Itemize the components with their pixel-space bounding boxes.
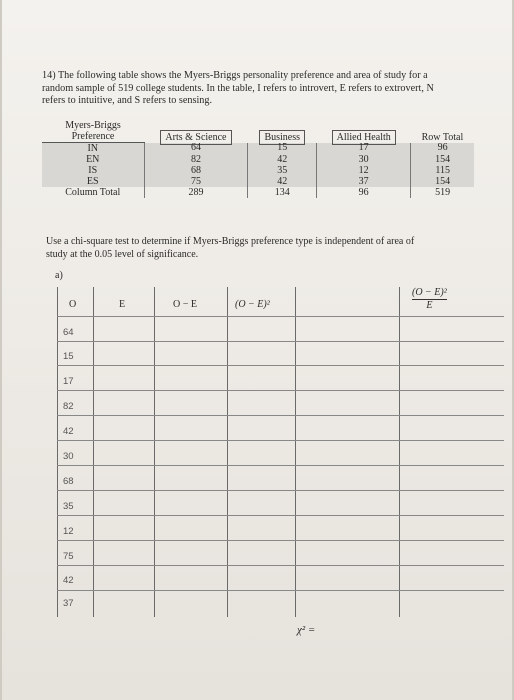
question-text bbox=[42, 70, 482, 108]
table-cell: 96 bbox=[317, 187, 411, 198]
table-cell: 35 bbox=[248, 165, 317, 176]
row-label: IN bbox=[42, 143, 144, 155]
grid-line bbox=[57, 316, 504, 317]
table-cell: 68 bbox=[144, 165, 248, 176]
table-row bbox=[42, 176, 474, 187]
grid-line bbox=[57, 465, 504, 466]
worksheet-paper bbox=[2, 0, 512, 700]
part-label: a) bbox=[55, 270, 63, 281]
task-text bbox=[46, 236, 476, 261]
question-line-1: 14) The following table shows the Myers-Briggs personality preference and area of study for a bbox=[42, 70, 428, 81]
table-cell: 30 bbox=[317, 154, 411, 165]
table-cell: 37 bbox=[317, 176, 411, 187]
grid-line bbox=[295, 287, 296, 617]
grid-line bbox=[93, 287, 94, 617]
observed-value: 64 bbox=[63, 327, 74, 338]
contingency-table bbox=[42, 120, 474, 198]
table-cell: 82 bbox=[144, 154, 248, 165]
row-label: EN bbox=[42, 154, 144, 165]
grid-line bbox=[57, 565, 504, 566]
grid-line bbox=[154, 287, 155, 617]
table-cell: 154 bbox=[411, 154, 474, 165]
table-cell: 289 bbox=[144, 187, 248, 198]
grid-line bbox=[57, 287, 58, 617]
header-squared: (O − E)² bbox=[235, 299, 270, 310]
grid-line bbox=[57, 415, 504, 416]
total-row bbox=[42, 187, 474, 198]
corner-header: Myers-Briggs Preference bbox=[42, 120, 144, 143]
table-cell: 75 bbox=[144, 176, 248, 187]
observed-value: 68 bbox=[63, 476, 74, 487]
table-cell: 96 bbox=[411, 143, 474, 155]
grid-line bbox=[57, 390, 504, 391]
row-label: ES bbox=[42, 176, 144, 187]
chi-square-label: χ² = bbox=[297, 624, 316, 636]
col-header-arts: Arts & Science bbox=[144, 120, 248, 143]
fraction-numerator: (O − E)² bbox=[412, 287, 447, 298]
task-line-1: Use a chi-square test to determine if Myers-Briggs preference type is independent of area of bbox=[46, 236, 415, 247]
grid-line bbox=[57, 590, 504, 591]
grid-line bbox=[57, 490, 504, 491]
table-row bbox=[42, 165, 474, 176]
grid-line bbox=[57, 440, 504, 441]
table-row bbox=[42, 154, 474, 165]
table-cell: 15 bbox=[248, 143, 317, 155]
col-header-business: Business bbox=[248, 120, 317, 143]
row-label: Column Total bbox=[65, 186, 121, 198]
table-cell: 519 bbox=[411, 187, 474, 198]
grid-line bbox=[57, 515, 504, 516]
question-line-3: refers to intuitive, and S refers to sensing. bbox=[42, 95, 213, 107]
table-cell: 154 bbox=[411, 176, 474, 187]
grid-line bbox=[399, 287, 400, 617]
observed-value: 82 bbox=[63, 401, 74, 412]
observed-value: 42 bbox=[63, 575, 74, 586]
observed-value: 15 bbox=[63, 351, 74, 362]
observed-value: 75 bbox=[63, 551, 74, 562]
table-cell: 134 bbox=[248, 187, 317, 198]
observed-value: 30 bbox=[63, 451, 74, 462]
grid-line bbox=[57, 341, 504, 342]
row-label: IS bbox=[42, 165, 144, 176]
question-line-2: random sample of 519 college students. In the table, I refers to introvert, E refers to extrovert, N bbox=[42, 82, 434, 94]
grid-line bbox=[227, 287, 228, 617]
header-o: O bbox=[69, 299, 77, 310]
header-o-minus-e: O − E bbox=[173, 299, 197, 310]
task-line-2: study at the 0.05 level of significance. bbox=[46, 248, 199, 260]
observed-value: 42 bbox=[63, 426, 74, 437]
grid-line bbox=[57, 540, 504, 541]
table-cell: 64 bbox=[144, 143, 248, 155]
table-cell: 42 bbox=[248, 154, 317, 165]
observed-value: 17 bbox=[63, 376, 74, 387]
col-header-allied: Allied Health bbox=[317, 120, 411, 143]
observed-value: 12 bbox=[63, 526, 74, 537]
table-cell: 12 bbox=[317, 165, 411, 176]
observed-value: 37 bbox=[63, 598, 74, 609]
table-cell: 115 bbox=[411, 165, 474, 176]
header-fraction bbox=[412, 287, 447, 311]
table-row bbox=[42, 143, 474, 155]
col-header-rowtotal: Row Total bbox=[421, 131, 464, 143]
observed-value: 35 bbox=[63, 501, 74, 512]
fraction-denominator: E bbox=[412, 299, 447, 311]
calculation-grid bbox=[57, 287, 504, 623]
table-cell: 42 bbox=[248, 176, 317, 187]
header-e: E bbox=[119, 299, 126, 310]
grid-line bbox=[57, 365, 504, 366]
table-cell: 17 bbox=[317, 143, 411, 155]
